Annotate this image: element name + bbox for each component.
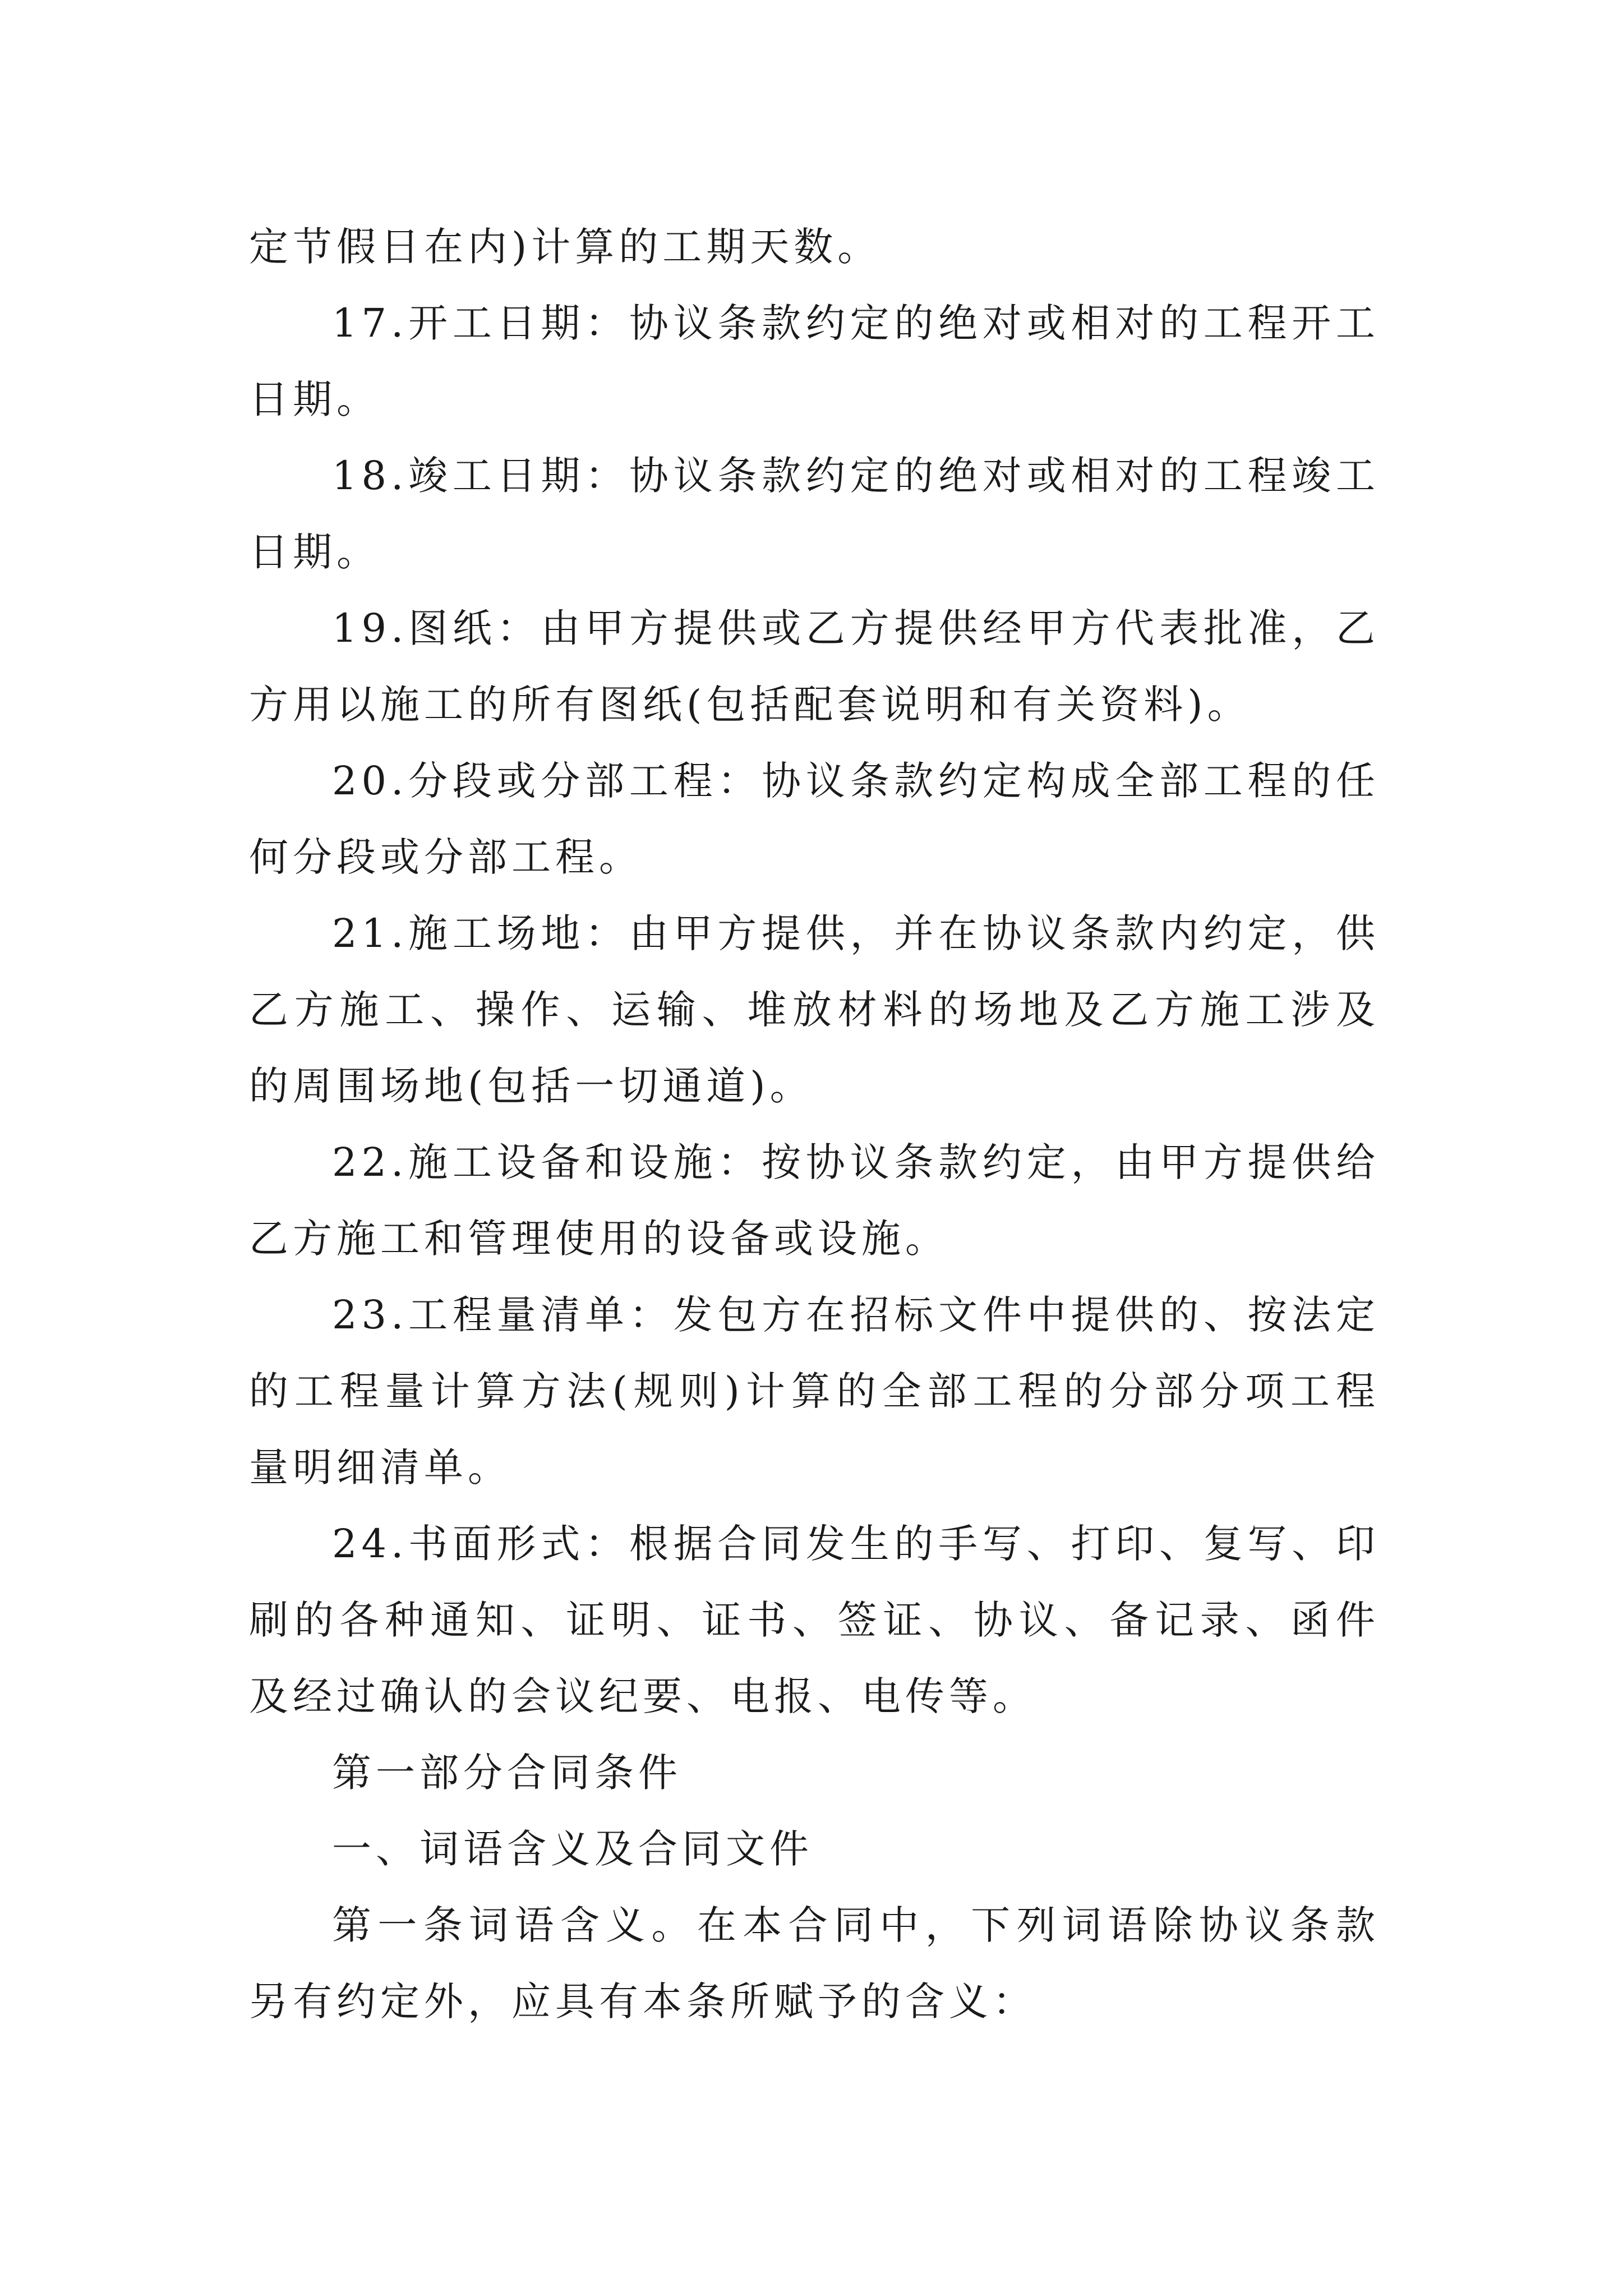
document-page [249,209,1380,2040]
article-one: 第一条词语含义。在本合同中，下列词语除协议条款另有约定外，应具有本条所赋予的含义： [249,1902,1380,2024]
definition-21-site: 21.施工场地：由甲方提供，并在协议条款内约定，供乙方施工、操作、运输、堆放材料的场地及乙方施工涉及的周围场地(包括一切通道)。 [249,910,1380,1109]
definition-22-equipment: 22.施工设备和设施：按协议条款约定，由甲方提供给乙方施工和管理使用的设备或设施。 [249,1139,1380,1262]
section-heading: 一、词语含义及合同文件 [332,1826,813,1872]
continued-paragraph: 定节假日在内)计算的工期天数。 [249,224,882,270]
definition-19-drawings: 19.图纸：由甲方提供或乙方提供经甲方代表批准，乙方用以施工的所有图纸(包括配套说明和有关资料)。 [249,605,1380,728]
definition-23-bill-of-quantities: 23.工程量清单：发包方在招标文件中提供的、按法定的工程量计算方法(规则)计算的全部工程的分部分项工程量明细清单。 [249,1292,1380,1490]
definition-17-start-date: 17.开工日期：协议条款约定的绝对或相对的工程开工日期。 [249,300,1380,422]
definition-20-sections: 20.分段或分部工程：协议条款约定构成全部工程的任何分段或分部工程。 [249,758,1380,880]
part-heading: 第一部分合同条件 [332,1750,682,1796]
definition-18-completion-date: 18.竣工日期：协议条款约定的绝对或相对的工程竣工日期。 [249,453,1380,575]
definition-24-written-form: 24.书面形式：根据合同发生的手写、打印、复写、印刷的各种通知、证明、证书、签证、协议、备记录、函件及经过确认的会议纪要、电报、电传等。 [249,1521,1380,1719]
